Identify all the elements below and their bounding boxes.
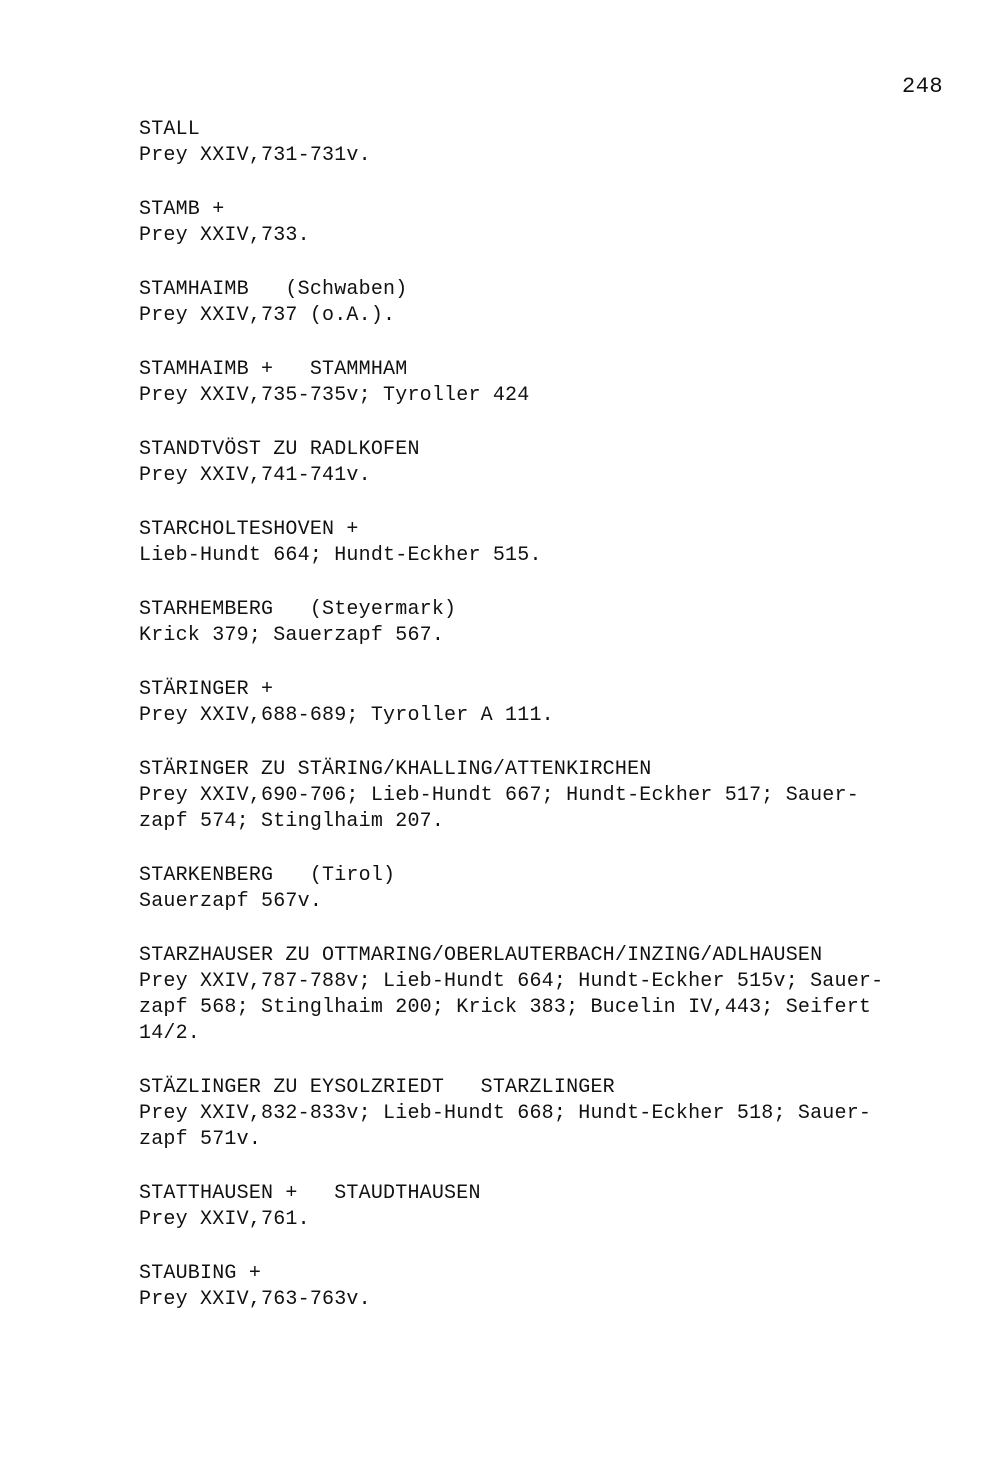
- entry-heading: STÄZLINGER ZU EYSOLZRIEDT STARZLINGER: [139, 1076, 615, 1099]
- entry-reference: Sauerzapf 567v.: [139, 890, 323, 913]
- entry-heading: STAMHAIMB + STAMMHAM: [139, 358, 408, 381]
- index-entry: [139, 1261, 959, 1313]
- index-entry: [139, 597, 959, 649]
- entry-reference: 14/2.: [139, 1022, 201, 1045]
- entry-heading: STÄRINGER ZU STÄRING/KHALLING/ATTENKIRCHEN: [139, 758, 652, 781]
- entry-heading: STANDTVÖST ZU RADLKOFEN: [139, 438, 420, 461]
- index-entry: [139, 277, 959, 329]
- entry-heading: STARCHOLTESHOVEN +: [139, 518, 359, 541]
- entry-reference: Prey XXIV,832-833v; Lieb-Hundt 668; Hundt-Eckher 518; Sauer-: [139, 1102, 872, 1125]
- entry-heading: STAUBING +: [139, 1262, 262, 1285]
- index-entry: [139, 1181, 959, 1233]
- entry-reference: Prey XXIV,690-706; Lieb-Hundt 667; Hundt-Eckher 517; Sauer-: [139, 784, 859, 807]
- entry-reference: zapf 574; Stinglhaim 207.: [139, 810, 445, 833]
- index-entry: [139, 943, 959, 1047]
- entry-reference: Krick 379; Sauerzapf 567.: [139, 624, 445, 647]
- entry-heading: STAMB +: [139, 198, 225, 221]
- entry-heading: STALL: [139, 118, 201, 141]
- entry-reference: Prey XXIV,688-689; Tyroller A 111.: [139, 704, 554, 727]
- entry-heading: STÄRINGER +: [139, 678, 274, 701]
- entry-reference: Prey XXIV,735-735v; Tyroller 424: [139, 384, 530, 407]
- entry-reference: Prey XXIV,741-741v.: [139, 464, 371, 487]
- index-entry: [139, 357, 959, 409]
- entry-heading: STARHEMBERG (Steyermark): [139, 598, 457, 621]
- entry-heading: STARKENBERG (Tirol): [139, 864, 396, 887]
- index-entry: [139, 117, 959, 169]
- index-entry: [139, 863, 959, 915]
- entry-reference: zapf 571v.: [139, 1128, 262, 1151]
- entry-reference: Prey XXIV,761.: [139, 1208, 310, 1231]
- index-entry: [139, 757, 959, 835]
- index-entry: [139, 197, 959, 249]
- entry-heading: STATTHAUSEN + STAUDTHAUSEN: [139, 1182, 481, 1205]
- entry-reference: Prey XXIV,787-788v; Lieb-Hundt 664; Hundt-Eckher 515v; Sauer-: [139, 970, 884, 993]
- entry-reference: Prey XXIV,763-763v.: [139, 1288, 371, 1311]
- entry-reference: zapf 568; Stinglhaim 200; Krick 383; Bucelin IV,443; Seifert: [139, 996, 872, 1019]
- entry-heading: STARZHAUSER ZU OTTMARING/OBERLAUTERBACH/INZING/ADLHAUSEN: [139, 944, 823, 967]
- entry-reference: Lieb-Hundt 664; Hundt-Eckher 515.: [139, 544, 542, 567]
- index-entry: [139, 437, 959, 489]
- entry-heading: STAMHAIMB (Schwaben): [139, 278, 408, 301]
- index-entry: [139, 517, 959, 569]
- index-entries: [139, 117, 959, 1313]
- entry-reference: Prey XXIV,737 (o.A.).: [139, 304, 396, 327]
- entry-reference: Prey XXIV,731-731v.: [139, 144, 371, 167]
- page-number: 248: [902, 74, 944, 99]
- index-entry: [139, 677, 959, 729]
- entry-reference: Prey XXIV,733.: [139, 224, 310, 247]
- index-entry: [139, 1075, 959, 1153]
